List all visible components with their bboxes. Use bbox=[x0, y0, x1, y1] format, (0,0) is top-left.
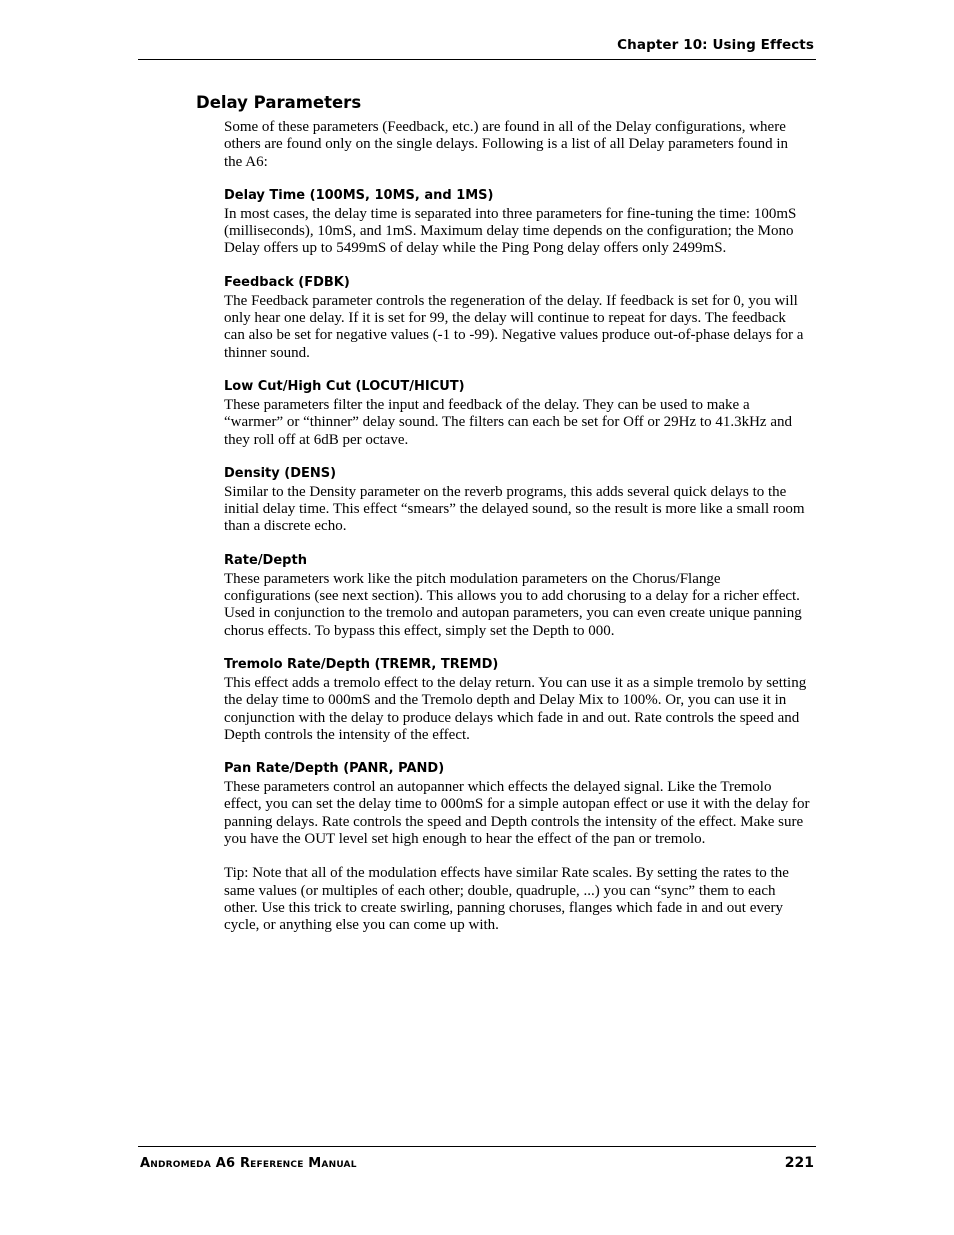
footer-manual-title: Andromeda A6 Reference Manual bbox=[140, 1156, 357, 1171]
footer-rule bbox=[138, 1146, 816, 1147]
param-body-delay-time: In most cases, the delay time is separated into three parameters for fine-tuning the time: 100mS (milliseconds), 10mS, and 1mS. Maximum delay time depends on the configuration; the Mono Delay offers up to 5499mS of delay while the Ping Pong delay offers only 2499mS. bbox=[224, 205, 797, 257]
intro-paragraph: Some of these parameters (Feedback, etc.) are found in all of the Delay configurations, where others are found only on the single delays. Following is a list of all Delay parameters found in the A6: bbox=[224, 119, 789, 170]
param-heading-pan: Pan Rate/Depth (PANR, PAND) bbox=[224, 761, 445, 777]
param-heading-rate-depth: Rate/Depth bbox=[224, 552, 307, 568]
param-body-rate-depth: These parameters work like the pitch modulation parameters on the Chorus/Flange configurations (see next section). This allows you to add chorusing to a delay for a richer effect. Used in conjunction to the tremolo and autopan parameters, you can even create unique panning chorus effects. To bypass this effect, simply set the Depth to 000. bbox=[224, 570, 802, 639]
param-heading-tremolo: Tremolo Rate/Depth (TREMR, TREMD) bbox=[224, 656, 499, 672]
header-rule bbox=[138, 59, 816, 60]
param-body-tremolo: This effect adds a tremolo effect to the delay return. You can use it as a simple tremolo by setting the delay time to 000mS and the Tremolo depth and Delay Mix to 100%. Or, you can use it in conjunction with the delay to produce delays which fade in and out. Rate controls the speed and Depth controls the intensity of the effect. bbox=[224, 674, 807, 743]
param-heading-feedback: Feedback (FDBK) bbox=[224, 274, 350, 290]
param-body-low-high-cut: These parameters filter the input and feedback of the delay. They can be used to make a “warmer” or “thinner” delay sound. The filters can each be set for Off or 29Hz to 41.3kHz and they roll off at 6dB per octave. bbox=[224, 396, 792, 448]
running-header: Chapter 10: Using Effects bbox=[617, 37, 814, 53]
tip-paragraph: Tip: Note that all of the modulation effects have similar Rate scales. By setting the rates to the same values (or multiples of each other; double, quadruple, ...) you can “sync” them to each other. Use this trick to create swirling, panning choruses, flanges which fade in and out every cycle, or anything else you can come up with. bbox=[224, 865, 789, 934]
param-body-pan: These parameters control an autopanner which effects the delayed signal. Like the Tremolo effect, you can set the delay time to 000mS for a simple autopan effect or use it with the delay for panning delays. Rate controls the speed and Depth controls the intensity of the effect. Make sure you have the OUT level set high enough to hear the effect of the pan or tremolo. bbox=[224, 779, 810, 848]
param-body-feedback: The Feedback parameter controls the regeneration of the delay. If feedback is set for 0, you will only hear one delay. If it is set for 99, the delay will continue to repeat for days. The feedback can also be set for negative values (-1 to -99). Negative values produce out-of-phase delays for a thinner sound. bbox=[224, 292, 804, 361]
param-heading-low-high-cut: Low Cut/High Cut (LOCUT/HICUT) bbox=[224, 378, 465, 394]
section-title: Delay Parameters bbox=[196, 93, 362, 112]
page-content bbox=[224, 119, 810, 935]
param-heading-delay-time: Delay Time (100MS, 10MS, and 1MS) bbox=[224, 187, 494, 203]
param-heading-density: Density (DENS) bbox=[224, 465, 337, 481]
page-number: 221 bbox=[784, 1155, 814, 1171]
param-body-density: Similar to the Density parameter on the reverb programs, this adds several quick delays to the initial delay time. This effect “smears” the delayed sound, so the result is more like a small room than a discrete echo. bbox=[224, 483, 805, 535]
